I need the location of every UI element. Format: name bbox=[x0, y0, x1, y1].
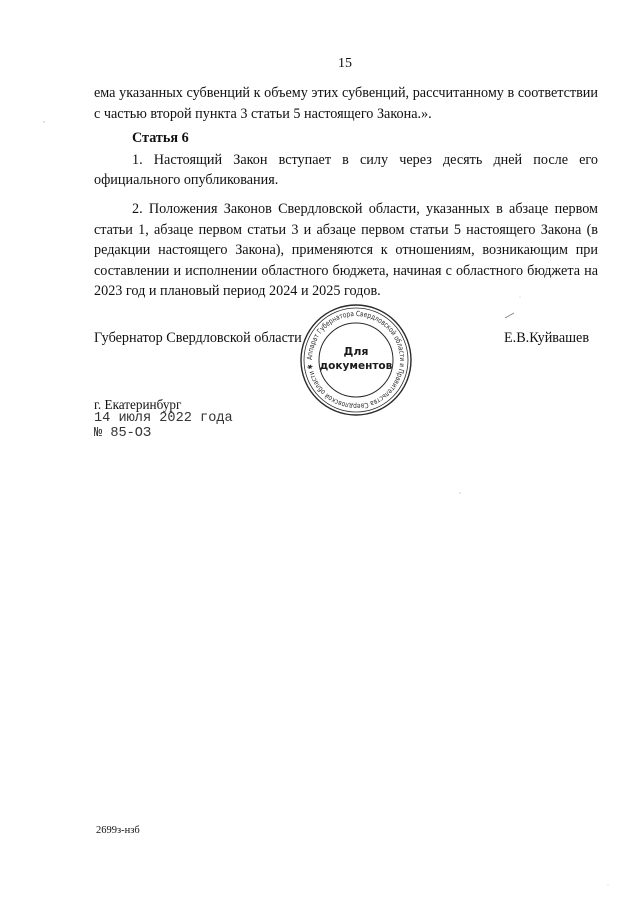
paragraph-1: 1. Настоящий Закон вступает в силу через десять дней после его официального опубликования. bbox=[94, 151, 598, 189]
signing-city: г. Екатеринбург bbox=[94, 397, 182, 412]
document-footer-code: 2699з-нзб bbox=[96, 825, 140, 836]
law-number: № 85-ОЗ bbox=[94, 425, 152, 441]
stamp-center-line2: документов bbox=[319, 360, 393, 372]
official-stamp bbox=[298, 302, 414, 418]
document-body bbox=[94, 83, 598, 302]
article-heading: Статья 6 bbox=[132, 130, 189, 147]
page-number: 15 bbox=[338, 56, 352, 71]
continuation-paragraph: ема указанных субвенций к объему этих субвенций, рассчитанному в соответствии с частью второй пункта 3 статьи 5 настоящего Закона.». bbox=[94, 85, 598, 122]
stamp-ring-text: Аппарат Губернатора Свердловской области и Правительства Свердловской области ✱ bbox=[304, 308, 408, 412]
signing-date: 14 июля 2022 года bbox=[94, 411, 233, 426]
stamp-center-line1: Для bbox=[343, 345, 369, 358]
paragraph-2: 2. Положения Законов Свердловской области, указанных в абзаце первом статьи 1, абзаце первом статьи 3 и абзаце первом статьи 5 настоящего Закона (в редакции настоящего Закона), применяются к отношениям, возникающим при составлении и исполнении областного бюджета, начиная с областного бюджета на 2023 год и плановый период 2024 и 2025 годов. bbox=[94, 200, 598, 300]
signatory-name: Е.В.Куйвашев bbox=[504, 330, 590, 346]
place-and-date-block bbox=[94, 398, 233, 441]
signatory-title: Губернатор Свердловской области bbox=[94, 330, 302, 346]
